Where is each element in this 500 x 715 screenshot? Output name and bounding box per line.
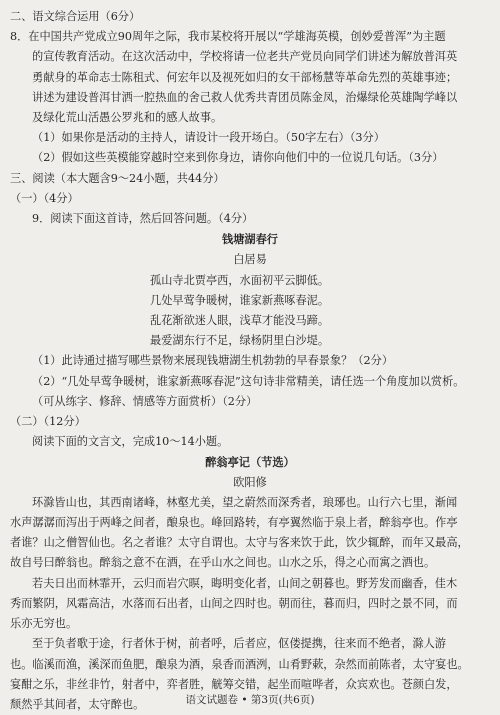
subsection-2: （二）（12分） <box>10 415 86 429</box>
classical-instruction: 阅读下面的文言文，完成10～14小题。 <box>32 435 229 449</box>
section-heading-3: 三、阅读（本大题含9～24小题，共44分） <box>10 171 225 185</box>
q8-stem-line-3: 勇献身的革命志士陈租式、何宏年以及视死如归的女干部杨慧等革命先烈的英雄事迹； <box>32 70 458 84</box>
q9-stem: 9．阅读下面这首诗，然后回答问题。（4分） <box>32 212 254 226</box>
q8-stem-line-1: 8．在中国共产党成立90周年之际，我市某校将开展以“学雄海英模，创妙爱普浑”为主题 <box>10 30 446 44</box>
q8-stem-line-5: 及绿化荒山活愚公罗兆和的感人故事。 <box>32 111 223 125</box>
section-heading-2: 二、语文综合运用（6分） <box>10 10 141 23</box>
classical-author: 欧阳修 <box>233 475 267 489</box>
passage-para3-line-2: 也。临溪而渔，溪深而鱼肥，酿泉为酒，泉香而酒洌，山肴野蔌，杂然而前陈者，太守宴也。 <box>10 657 469 671</box>
passage-para1-line-3: 者谁？山之僧智仙也。名之者谁？太守自谓也。太守与客来饮于此，饮少辄醉，而年又最高， <box>10 536 469 550</box>
passage-para1-line-4: 故自号曰醉翁也。醉翁之意不在酒，在乎山水之间也。山水之乐，得之心而寓之酒也。 <box>10 556 436 570</box>
poem-author: 白居易 <box>233 253 267 267</box>
passage-para2-line-3: 乐亦无穷也。 <box>10 617 78 631</box>
passage-para3-line-1: 至于负者歌于途，行者休于树，前者呼，后者应，伛偻提携，往来而不绝者，滁人游 <box>32 637 446 651</box>
poem-line-4: 最爱湖东行不足，绿杨阴里白沙堤。 <box>150 334 330 348</box>
poem-line-3: 乱花渐欲迷人眼，浅草才能没马蹄。 <box>150 314 330 328</box>
poem-line-1: 孤山寺北贾亭西，水面初平云脚低。 <box>150 273 330 287</box>
q8-stem-line-2: 的宣传教育活动。在这次活动中，学校将请一位老共产党员向同学们讲述为解放普洱英 <box>32 50 458 64</box>
q9-part-1: （1）此诗通过描写哪些景物来展现钱塘湖生机勃勃的早春景象？（2分） <box>32 354 394 368</box>
q9-part-2: （2）“几处早莺争暖树，谁家新燕啄春泥”这句诗非常精美，请任选一个角度加以赏析。 <box>32 374 465 388</box>
q8-part-2: （2）假如这些英模能穿越时空来到你身边，请你向他们中的一位说几句话。（3分） <box>32 151 444 165</box>
q9-part-2-note: （可从练字、修辞、情感等方面赏析）（2分） <box>32 394 258 408</box>
subsection-1: （一）（4分） <box>10 191 79 205</box>
passage-para2-line-2: 秀而繁阴，风霜高洁，水落而石出者，山间之四时也。朝而往，暮而归，四时之景不同，而 <box>10 596 458 610</box>
passage-para2-line-1: 若夫日出而林霏开，云归而岩穴暝，晦明变化者，山间之朝暮也。野芳发而幽香，佳木 <box>32 576 458 590</box>
passage-para1-line-2: 水声潺潺而泻出于两峰之间者，酿泉也。峰回路转，有亭翼然临于泉上者，醉翁亭也。作亭 <box>10 516 458 530</box>
passage-para3-line-3: 宴酣之乐，非丝非竹，射者中，弈者胜，觥筹交错，起坐而喧哗者，众宾欢也。苍颜白发， <box>10 677 458 691</box>
poem-title: 钱塘湖春行 <box>222 232 278 247</box>
q8-stem-line-4: 讲述为建设普洱甘洒一腔热血的舍己救人优秀共青团员陈金凤，治爆绿伦英雄陶学峰以 <box>32 90 458 104</box>
passage-para1-line-1: 环滁皆山也，其西南诸峰，林壑尤美，望之蔚然而深秀者，琅琊也。山行六七里，渐闻 <box>32 495 458 509</box>
classical-title: 醉翁亭记（节选） <box>205 455 295 470</box>
q8-part-1: （1）如果你是活动的主持人，请设计一段开场白。（50字左右）（3分） <box>32 131 385 145</box>
page-footer: 语文试题卷 • 第3页(共6页) <box>185 694 315 706</box>
passage-para3-line-4: 颓然乎其间者，太守醉也。 <box>10 697 145 711</box>
poem-line-2: 几处早莺争暖树，谁家新燕啄春泥。 <box>150 293 330 307</box>
